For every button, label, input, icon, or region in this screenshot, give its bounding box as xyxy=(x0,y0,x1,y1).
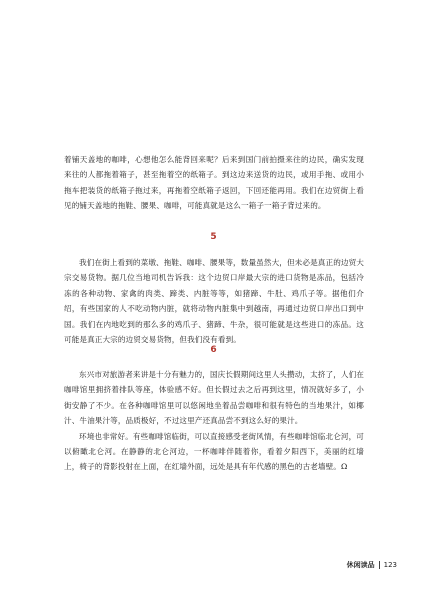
footer-divider xyxy=(379,561,380,569)
section-number-5: 5 xyxy=(210,232,217,242)
paragraph-block-3 xyxy=(64,367,364,475)
page-number: 123 xyxy=(383,561,397,569)
paragraph: 东兴市对旅游者来讲是十分有魅力的，国庆长假期间这里人头攒动，太挤了，人们在咖啡馆里拥挤着排队等座，体验感不好。但长假过去之后再到这里，情况就好多了，小街安静了不少。在各种咖啡馆里可以悠闲地坐着品尝咖啡和很有特色的当地果汁，如椰汁、牛油果汁等，品质极好，不过这里产还真品尝不到这么好的果汁。 xyxy=(64,370,364,426)
magazine-title: 休闲读品 xyxy=(346,561,375,569)
paragraph: 环境也非常好。有些咖啡馆临街，可以直接感受老街风情，有些咖啡馆临北仑河，可以俯瞰北仑河。在静静的北仑河边，一杯咖啡伴随着你，看着夕阳西下，美丽的红墙上，椅子的背影投射在上面，在红墙外面，远处是具有年代感的黑色的古老墙壁。Ω xyxy=(64,431,364,472)
paragraph-block-2 xyxy=(64,255,364,347)
page-footer xyxy=(347,560,397,570)
paragraph: 我们在街上看到的菜墩、拖鞋、咖啡、腰果等，数量虽然大，但未必是真正的边贸大宗交易货物。据几位当地司机告诉我：这个边贸口岸最大宗的进口货物是冻品，包括冷冻的各种动物、家禽的肉类、蹄类、内脏等等，如猪蹄、牛肚、鸡爪子等。据他们介绍，有些国家的人不吃动物内脏，就将动物内脏集中到越南，再通过边贸口岸出口到中国。我们在内地吃到的那么多的鸡爪子、猪蹄、牛杂，很可能就是这些进口的冻品。这可能是真正大宗的边贸交易货物，但我们没有看到。 xyxy=(64,258,364,345)
paragraph: 着铺天盖地的咖啡，心想他怎么能背回来呢？后来到国门前拍摄来往的边民，确实发现来往的人都拖着箱子，甚至拖着空的纸箱子。到这边来送货的边民，或用手拖、或用小拖车把装货的纸箱子拖过来，再拖着空纸箱子返回，下回还能再用。我们在边贸街上看见的铺天盖地的拖鞋、腰果、咖啡，可能真就是这么一箱子一箱子背过来的。 xyxy=(64,155,364,211)
paragraph-block-1 xyxy=(64,152,364,214)
section-number-6: 6 xyxy=(210,345,217,355)
